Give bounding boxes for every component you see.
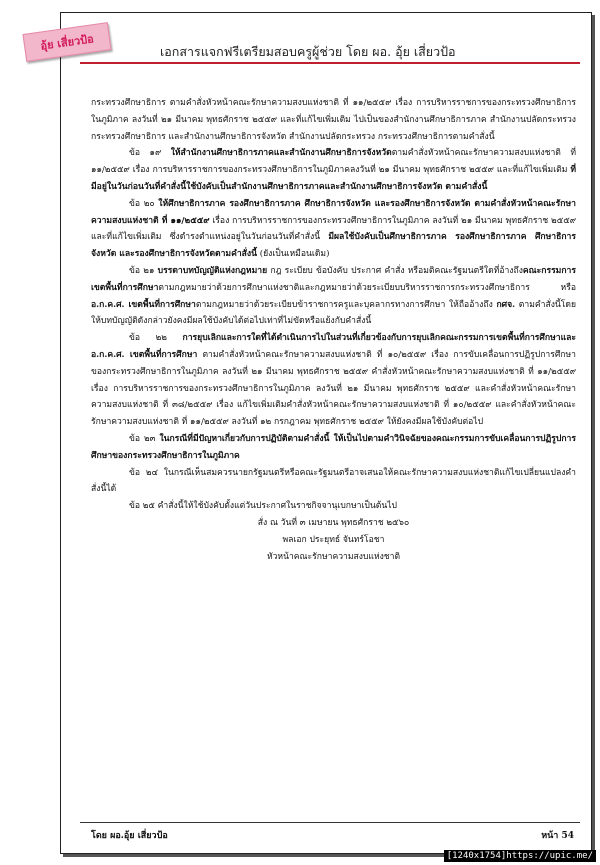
clause-23: ข้อ ๒๓ ในกรณีที่มีปัญหาเกี่ยวกับการปฏิบัติตามคำสั่งนี้ ให้เป็นไปตามคำวินิจฉัยของคณะกรรมการขับเคลื่อนการปฏิรูปการศึกษาของกระทรวงศึกษาธิการในภูมิภาค <box>91 433 577 461</box>
logo-text: อุ้ย เสี่ยวป้อ <box>39 32 95 53</box>
clause-22: ข้อ ๒๒ การยุบเลิกและการใดที่ได้ดำเนินการไปในส่วนที่เกี่ยวข้องกับการยุบเลิกคณะกรรมการเขตพื้นที่การศึกษาและ อ.ก.ค.ศ. เขตพื้นที่การศึกษา ตามคำสั่งหัวหน้าคณะรักษาความสงบแห่งชาติ ที่ ๑๐/๒๕๕๙ เรื่อง การขับเคลื่อนการปฏิรูปการศึกษาของกระทรวงศึกษาธิการในภูมิภาค ลงวันที่ ๒๑ มีนาคม พุทธศักราช ๒๕๕๙ คำสั่งหัวหน้าคณะรักษาความสงบแห่งชาติ ที่ ๑๑/๒๕๕๙ เรื่อง การบริหารราชการของกระทรวงศึกษาธิการในภูมิภาค ลงวันที่ ๒๑ มีนาคม พุทธศักราช ๒๕๕๙ และคำสั่งหัวหน้าคณะรักษาความสงบแห่งชาติ ที่ ๓๘/๒๕๕๙ เรื่อง แก้ไขเพิ่มเติมคำสั่งหัวหน้าคณะรักษาความสงบแห่งชาติ ที่ ๑๐/๒๕๕๙ และคำสั่งหัวหน้าคณะรักษาความสงบแห่งชาติ ที่ ๑๑/๒๕๕๙ ลงวันที่ ๑๒ กรกฎาคม พุทธศักราช ๒๕๕๙ ให้ยังคงมีผลใช้บังคับต่อไป <box>91 333 577 428</box>
page-number: หน้า 54 <box>541 831 574 841</box>
header-title: เอกสารแจกฟรีเตรียมสอบครูผู้ช่วย โดย ผอ. อุ้ย เสี่ยวป้อ <box>160 44 456 59</box>
signature-name: พลเอก ประยุทธ์ จันทร์โอชา <box>282 534 385 545</box>
header-divider <box>80 62 580 64</box>
footer-author: โดย ผอ.อุ้ย เสี่ยวป้อ <box>91 831 168 841</box>
clause-25: ข้อ ๒๕ คำสั่งนี้ให้ใช้บังคับตั้งแต่วันประกาศในราชกิจจานุเบกษาเป็นต้นไป <box>129 501 397 512</box>
signature-title: หัวหน้าคณะรักษาความสงบแห่งชาติ <box>266 551 401 562</box>
clause-19: ข้อ ๑๙ ให้สำนักงานศึกษาธิการภาคและสำนักงานศึกษาธิการจังหวัดตามคำสั่งหัวหน้าคณะรักษาความสงบแห่งชาติ ที่ ๑๑/๒๕๕๙ เรื่อง การบริหารราชการของกระทรวงศึกษาธิการในภูมิภาคลงวันที่ ๒๑ มีนาคม พุทธศักราช ๒๕๕๙ และที่แก้ไขเพิ่มเติม ที่มีอยู่ในวันก่อนวันที่คำสั่งนี้ใช้บังคับเป็นสำนักงานศึกษาธิการภาคและสำนักงานศึกษาธิการจังหวัด ตามคำสั่งนี้ <box>91 148 576 192</box>
signature-date: สั่ง ณ วันที่ ๓ เมษายน พุทธศักราช ๒๕๖๐ <box>257 517 410 528</box>
clause-21: ข้อ ๒๑ บรรดาบทบัญญัติแห่งกฎหมาย กฎ ระเบียบ ข้อบังคับ ประกาศ คำสั่ง หรือมติคณะรัฐมนตรีใดที่อ้างถึงคณะกรรมการเขตพื้นที่การศึกษาตามกฎหมายว่าด้วยการศึกษาแห่งชาติและกฎหมายว่าด้วยระเบียบบริหารราชการกระทรวงศึกษาธิการ หรือ อ.ก.ค.ศ. เขตพื้นที่การศึกษาตามกฎหมายว่าด้วยระเบียบข้าราชการครูและบุคลากรทางการศึกษา ให้ถืออ้างถึง กศจ. ตามคำสั่งนี้โดยให้บทบัญญัติดังกล่าวยังคงมีผลใช้บังคับได้ต่อไปเท่าที่ไม่ขัดหรือแย้งกับคำสั่งนี้ <box>91 265 576 327</box>
clause-20: ข้อ ๒๐ ให้ศึกษาธิการภาค รองศึกษาธิการภาค ศึกษาธิการจังหวัด และรองศึกษาธิการจังหวัด ตามคำสั่งหัวหน้าคณะรักษาความสงบแห่งชาติ ที่ ๑๑/๒๕๕๙ เรื่อง การบริหารราชการของกระทรวงศึกษาธิการในภูมิภาค ลงวันที่ ๒๑ มีนาคม พุทธศักราช ๒๕๕๙ และที่แก้ไขเพิ่มเติม ซึ่งดำรงตำแหน่งอยู่ในวันก่อนวันที่คำสั่งนี้ มีผลใช้บังคับเป็นศึกษาธิการภาค รองศึกษาธิการภาค ศึกษาธิการจังหวัด และรองศึกษาธิการจังหวัดตามคำสั่งนี้ (ยังเป็นเหมือนเดิม) <box>91 198 576 260</box>
paragraph-continued: กระทรวงศึกษาธิการ ตามคำสั่งหัวหน้าคณะรักษาความสงบแห่งชาติ ที่ ๑๑/๒๕๕๙ เรื่อง การบริหารราชการของกระทรวงศึกษาธิการในภูมิภาค ลงวันที่ ๒๑ มีนาคม พุทธศักราช ๒๕๕๙ และที่แก้ไขเพิ่มเติม ไปเป็นของสำนักงานศึกษาธิการภาค สำนักงานปลัดกระทรวง กระทรวงศึกษาธิการ และสำนักงานศึกษาธิการจังหวัด สำนักงานปลัดกระทรวง กระทรวงศึกษาธิการตามคำสั่งนี้ <box>91 98 576 142</box>
clause-24: ข้อ ๒๔ ในกรณีเห็นสมควรนายกรัฐมนตรีหรือคณะรัฐมนตรีอาจเสนอให้คณะรักษาความสงบแห่งชาติแก้ไขเปลี่ยนแปลงคำสั่งนี้ได้ <box>91 467 576 495</box>
footer-divider <box>80 822 580 823</box>
image-host-watermark: [1240x1754]https://upic.me/ <box>444 850 596 862</box>
document-body <box>91 95 576 565</box>
